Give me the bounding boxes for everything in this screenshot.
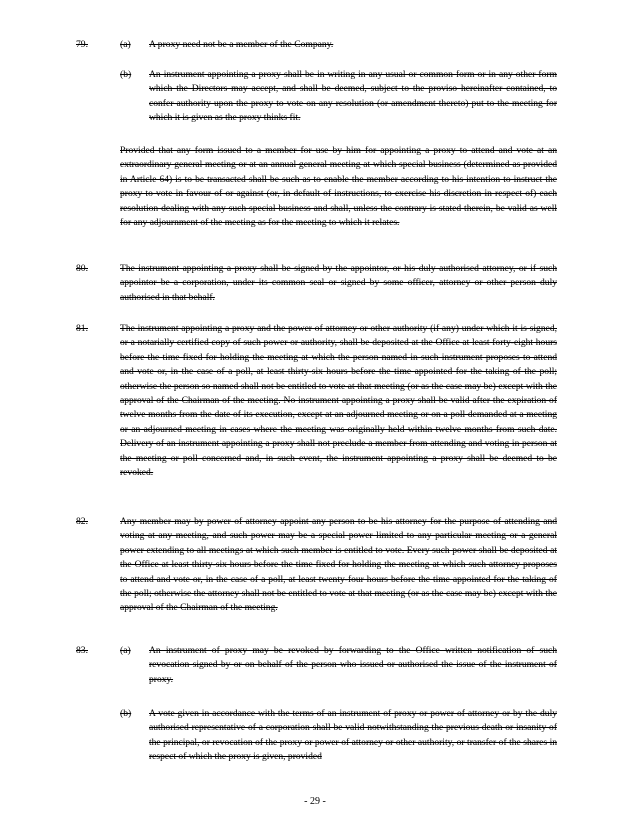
article-80-number: 80. (76, 263, 88, 274)
article-80-text: The instrument appointing a proxy shall be signed by the appointor, or his duly authorised attorney, or if such appointor be a corporation, under its common seal or signed by some officer, attorney or other person duly authorised in that behalf. (120, 263, 557, 303)
article-79a-label: (a) (120, 39, 131, 50)
page-number: - 29 - (304, 796, 326, 807)
article-81-number: 81. (76, 323, 88, 334)
article-82-number: 82. (76, 516, 88, 527)
article-83-number: 83. (76, 645, 88, 656)
article-79b-label: (b) (120, 69, 132, 80)
article-79a-text: A proxy need not be a member of the Company. (149, 39, 334, 50)
article-83a-text: An instrument of proxy may be revoked by forwarding to the Office written notification of such revocation signed by or on behalf of the person who issued or authorised the issue of the instrument of proxy. (149, 645, 557, 685)
article-79b-text: An instrument appointing a proxy shall be in writing in any usual or common form or in any other form which the Directors may accept, and shall be deemed, subject to the proviso hereinafter contained, to confer authority upon the proxy to vote on any resolution (or amendment thereto) put to the meeting for which it is given as the proxy thinks fit. (149, 69, 557, 124)
article-83b-label: (b) (120, 708, 132, 719)
article-82-text: Any member may by power of attorney appoint any person to be his attorney for the purpose of attending and voting at any meeting, and such power may be a special power limited to any particular meeting or a general power extending to all meetings at which such member is entitled to vote. Every such power shall be deposited at the Office at least thirty-six hours before the time fixed for holding the meeting at which such attorney proposes to attend and vote or, in the case of a poll, at least twenty-four hours before the time appointed for the taking of the poll; otherwise the attorney shall not be entitled to vote at that meeting (or as the case may be) except with the approval of the Chairman of the meeting. (120, 516, 557, 614)
article-79-number: 79. (76, 39, 88, 50)
article-81-text: The instrument appointing a proxy and the power of attorney or other authority (if any) under which it is signed, or a notarially certified copy of such power or authority, shall be deposited at the Office at least forty-eight hours before the time fixed for holding the meeting at which the person named in such instrument proposes to attend and vote or, in the case of a poll, at least thirty-six hours before the time appointed for the taking of the poll; otherwise the person so named shall not be entitled to vote at that meeting (or as the case may be) except with the approval of the Chairman of the meeting. No instrument appointing a proxy shall be valid after the expiration of twelve months from the date of its execution, except at an adjourned meeting or on a poll demanded at a meeting or an adjourned meeting in cases where the meeting was originally held within twelve months from such date. Delivery of an instrument appointing a proxy shall not preclude a member from attending and voting in person at the meeting or poll concerned and, in such event, the instrument appointing a proxy shall be deemed to be revoked. (120, 323, 557, 479)
article-79-proviso: Provided that any form issued to a member for use by him for appointing a proxy to attend and vote at an extraordinary general meeting or at an annual general meeting at which special business (determined as provided in Article 64) is to be transacted shall be such as to enable the member according to his intention to instruct the proxy to vote in favour of or against (or, in default of instructions, to exercise his discretion in respect of) each resolution dealing with any such special business and shall, unless the contrary is stated therein, be valid as well for any adjournment of the meeting as for the meeting to which it relates. (120, 145, 557, 229)
article-83b-text: A vote given in accordance with the terms of an instrument of proxy or power of attorney or by the duly authorised representative of a corporation shall be valid notwithstanding the previous death or insanity of the principal, or revocation of the proxy or power of attorney or other authority, or transfer of the shares in respect of which the proxy is given, provided (149, 708, 557, 763)
article-83a-label: (a) (120, 645, 131, 656)
